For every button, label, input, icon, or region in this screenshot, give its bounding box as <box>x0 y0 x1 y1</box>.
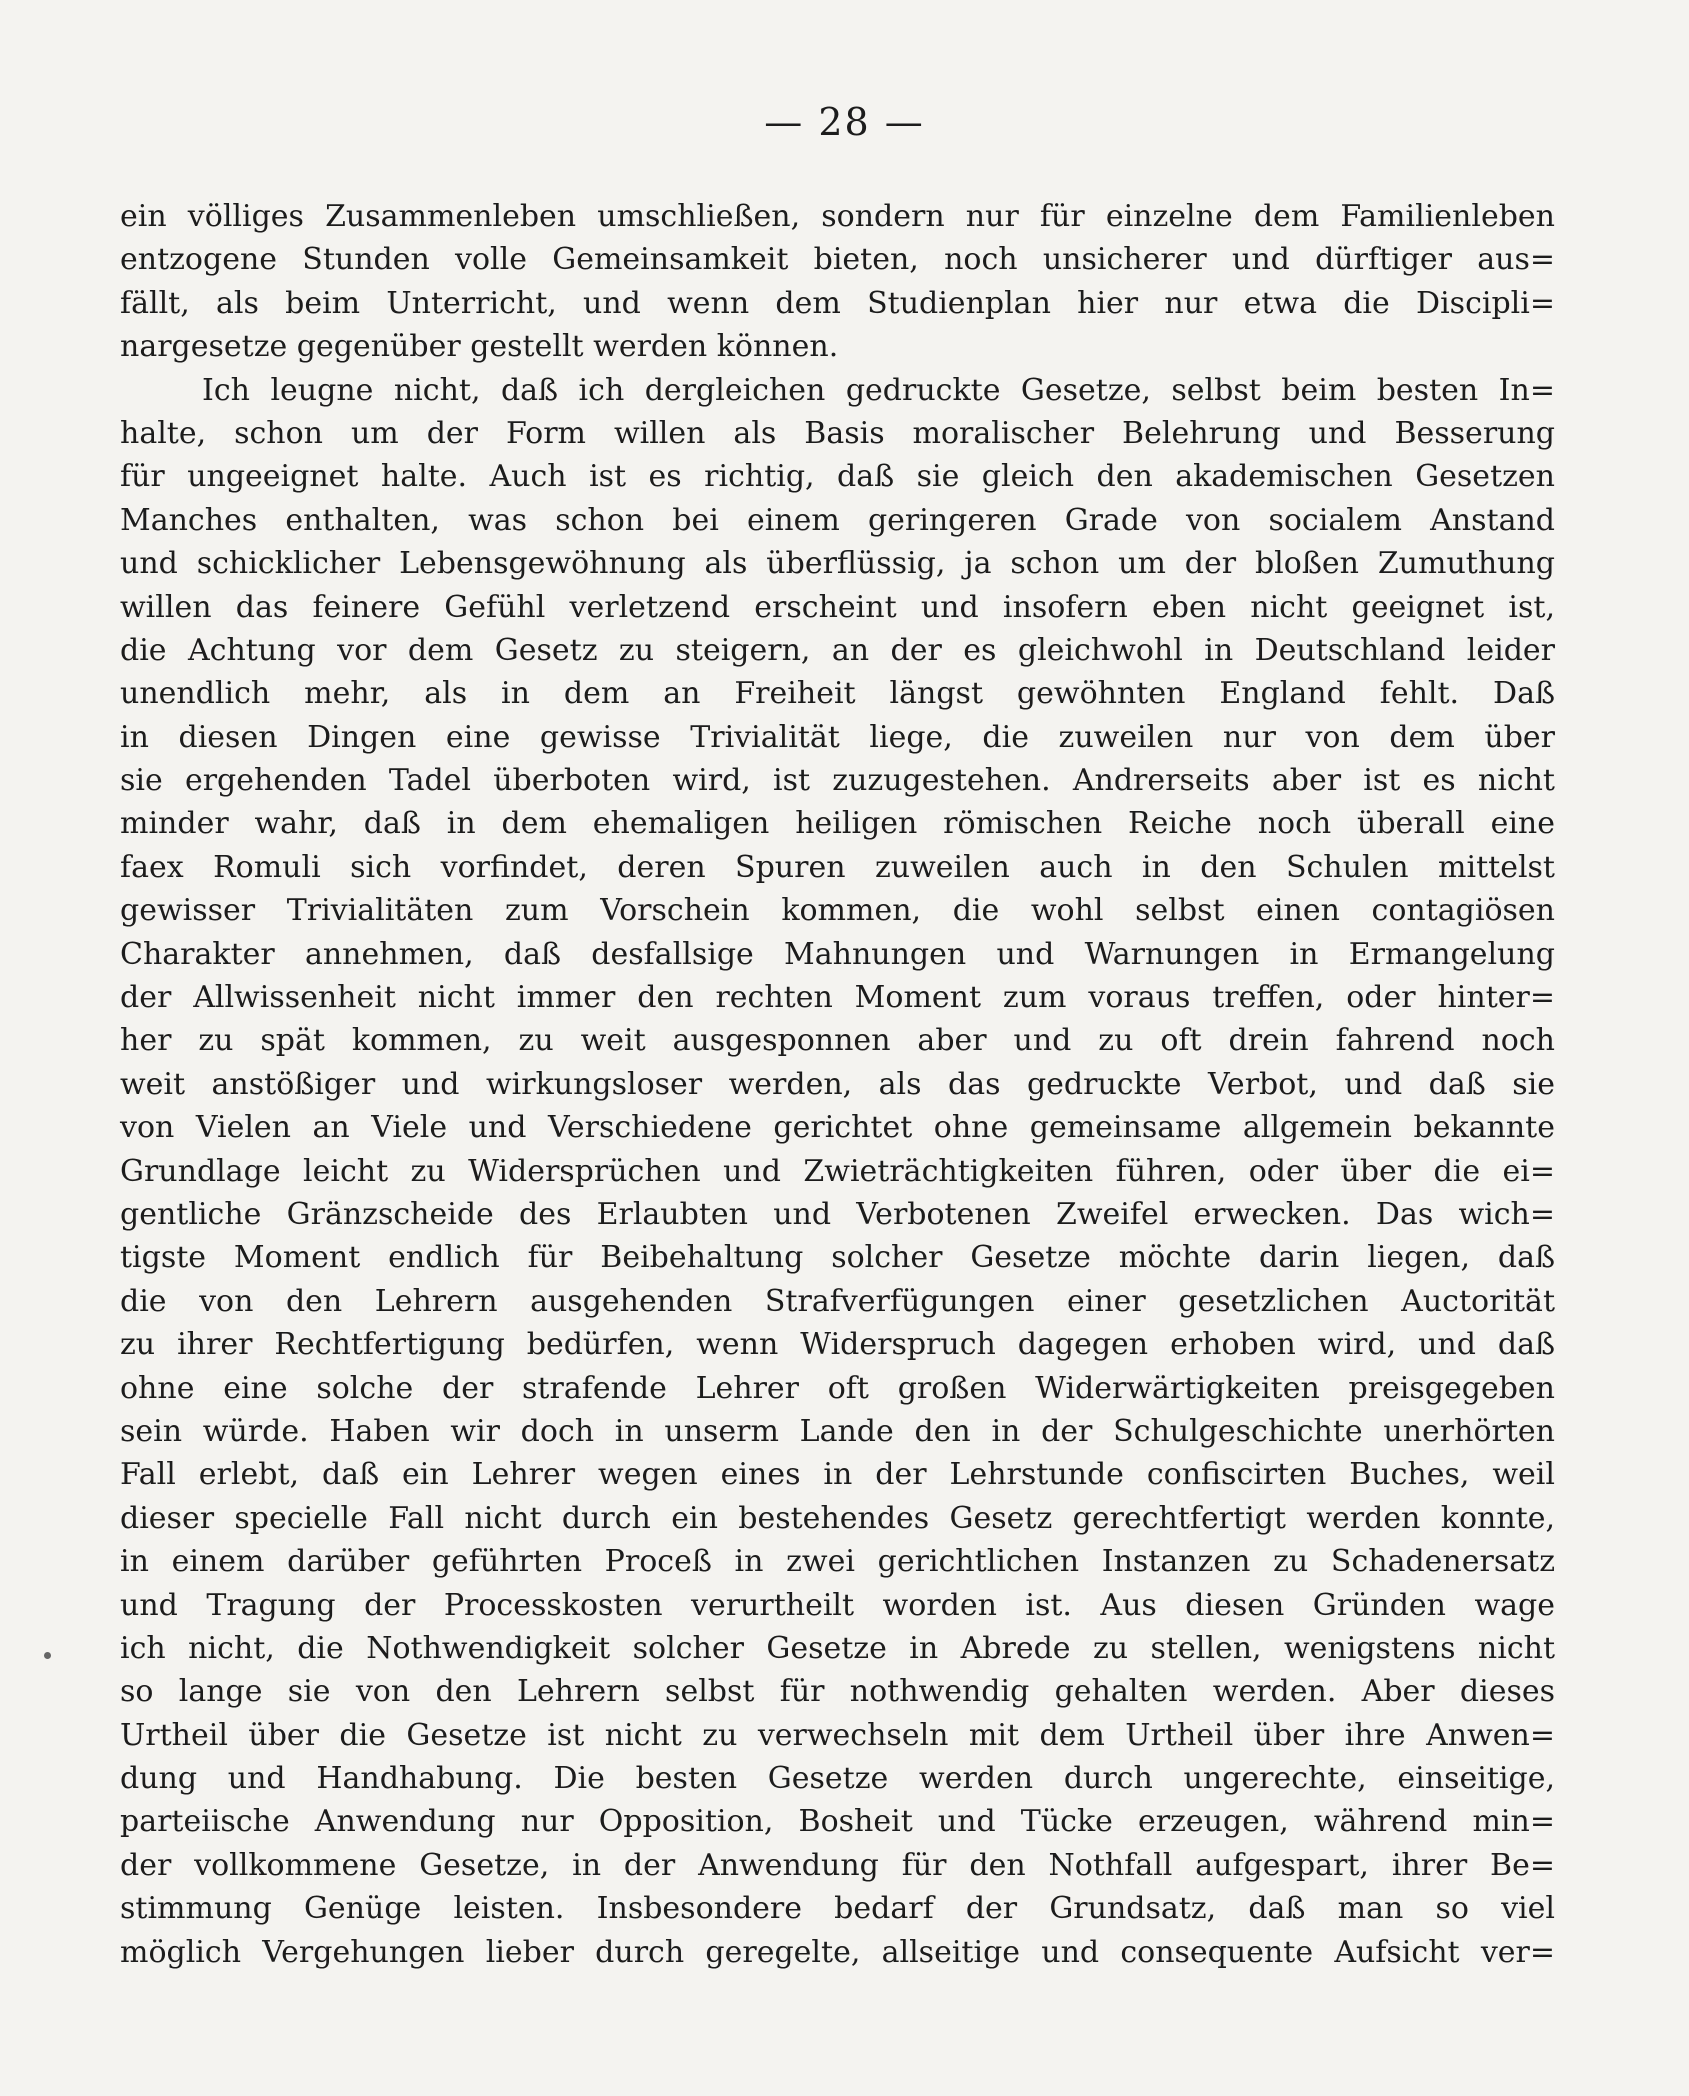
text-line: und Tragung der Processkosten verurtheilt worden ist. Aus diesen Gründen wage <box>120 1587 1555 1623</box>
text-line: sein würde. Haben wir doch in unserm Lande den in der Schulgeschichte unerhörten <box>120 1413 1555 1449</box>
text-line: der Allwissenheit nicht immer den rechten Moment zum voraus treffen, oder hinter= <box>120 980 1555 1016</box>
body-text <box>120 195 1555 1974</box>
text-line: her zu spät kommen, zu weit ausgesponnen aber und zu oft drein fahrend noch <box>120 1023 1555 1059</box>
text-line: tigste Moment endlich für Beibehaltung solcher Gesetze möchte darin liegen, daß <box>120 1240 1555 1276</box>
text-line: weit anstößiger und wirkungsloser werden, als das gedruckte Verbot, und daß sie <box>120 1066 1555 1102</box>
text-line: stimmung Genüge leisten. Insbesondere bedarf der Grundsatz, daß man so viel <box>120 1891 1555 1927</box>
text-line: von Vielen an Viele und Verschiedene gerichtet ohne gemeinsame allgemein bekannte <box>120 1110 1555 1146</box>
text-line: für ungeeignet halte. Auch ist es richtig, daß sie gleich den akademischen Gesetzen <box>120 459 1555 495</box>
text-line: und schicklicher Lebensgewöhnung als überflüssig, ja schon um der bloßen Zumuthung <box>120 546 1555 582</box>
text-line: parteiische Anwendung nur Opposition, Bosheit und Tücke erzeugen, während min= <box>120 1804 1555 1840</box>
text-line: Grundlage leicht zu Widersprüchen und Zwieträchtigkeiten führen, oder über die ei= <box>120 1153 1555 1189</box>
text-line: ich nicht, die Nothwendigkeit solcher Gesetze in Abrede zu stellen, wenigstens nicht <box>120 1630 1555 1666</box>
text-line: zu ihrer Rechtfertigung bedürfen, wenn Widerspruch dagegen erhoben wird, und daß <box>120 1327 1555 1363</box>
text-line: in einem darüber geführten Proceß in zwei gerichtlichen Instanzen zu Schadenersatz <box>120 1544 1555 1580</box>
text-line: dung und Handhabung. Die besten Gesetze werden durch ungerechte, einseitige, <box>120 1761 1555 1797</box>
text-line: gentliche Gränzscheide des Erlaubten und Verbotenen Zweifel erwecken. Das wich= <box>120 1196 1555 1232</box>
ink-speck <box>44 1652 51 1659</box>
text-line: ohne eine solche der strafende Lehrer oft großen Widerwärtigkeiten preisgegeben <box>120 1370 1555 1406</box>
text-line: entzogene Stunden volle Gemeinsamkeit bieten, noch unsicherer und dürftiger aus= <box>120 242 1555 278</box>
text-line: halte, schon um der Form willen als Basis moralischer Belehrung und Besserung <box>120 415 1555 451</box>
text-line: Manches enthalten, was schon bei einem geringeren Grade von socialem Anstand <box>120 502 1555 538</box>
text-line: dieser specielle Fall nicht durch ein bestehendes Gesetz gerechtfertigt werden konnte, <box>120 1500 1555 1536</box>
text-line: willen das feinere Gefühl verletzend erscheint und insofern eben nicht geeignet ist, <box>120 589 1555 625</box>
text-line: der vollkommene Gesetze, in der Anwendung für den Nothfall aufgespart, ihrer Be= <box>120 1847 1555 1883</box>
page-number: — 28 — <box>764 100 925 144</box>
text-line: so lange sie von den Lehrern selbst für nothwendig gehalten werden. Aber dieses <box>120 1674 1555 1710</box>
text-line: die von den Lehrern ausgehenden Strafverfügungen einer gesetzlichen Auctorität <box>120 1283 1555 1319</box>
text-line: fällt, als beim Unterricht, und wenn dem Studienplan hier nur etwa die Discipli= <box>120 285 1555 321</box>
text-line: sie ergehenden Tadel überboten wird, ist zuzugestehen. Andrerseits aber ist es nicht <box>120 763 1555 799</box>
text-line: in diesen Dingen eine gewisse Trivialität liege, die zuweilen nur von dem über <box>120 719 1555 755</box>
text-line: die Achtung vor dem Gesetz zu steigern, an der es gleichwohl in Deutschland leider <box>120 632 1555 668</box>
text-line: Charakter annehmen, daß desfallsige Mahnungen und Warnungen in Ermangelung <box>120 936 1555 972</box>
text-line: möglich Vergehungen lieber durch geregelte, allseitige und consequente Aufsicht ver= <box>120 1934 1555 1970</box>
text-line: minder wahr, daß in dem ehemaligen heiligen römischen Reiche noch überall eine <box>120 806 1555 842</box>
text-line: gewisser Trivialitäten zum Vorschein kommen, die wohl selbst einen contagiösen <box>120 893 1555 929</box>
text-line: Fall erlebt, daß ein Lehrer wegen eines in der Lehrstunde confiscirten Buches, weil <box>120 1457 1555 1493</box>
text-line: nargesetze gegenüber gestellt werden können. <box>120 329 839 365</box>
text-line: faex Romuli sich vorfindet, deren Spuren zuweilen auch in den Schulen mittelst <box>120 849 1555 885</box>
text-line: Urtheil über die Gesetze ist nicht zu verwechseln mit dem Urtheil über ihre Anwen= <box>120 1717 1555 1753</box>
text-line: unendlich mehr, als in dem an Freiheit längst gewöhnten England fehlt. Daß <box>120 676 1555 712</box>
text-line: ein völliges Zusammenleben umschließen, sondern nur für einzelne dem Familienleben <box>120 199 1555 234</box>
text-line: Ich leugne nicht, daß ich dergleichen gedruckte Gesetze, selbst beim besten In= <box>202 372 1555 408</box>
